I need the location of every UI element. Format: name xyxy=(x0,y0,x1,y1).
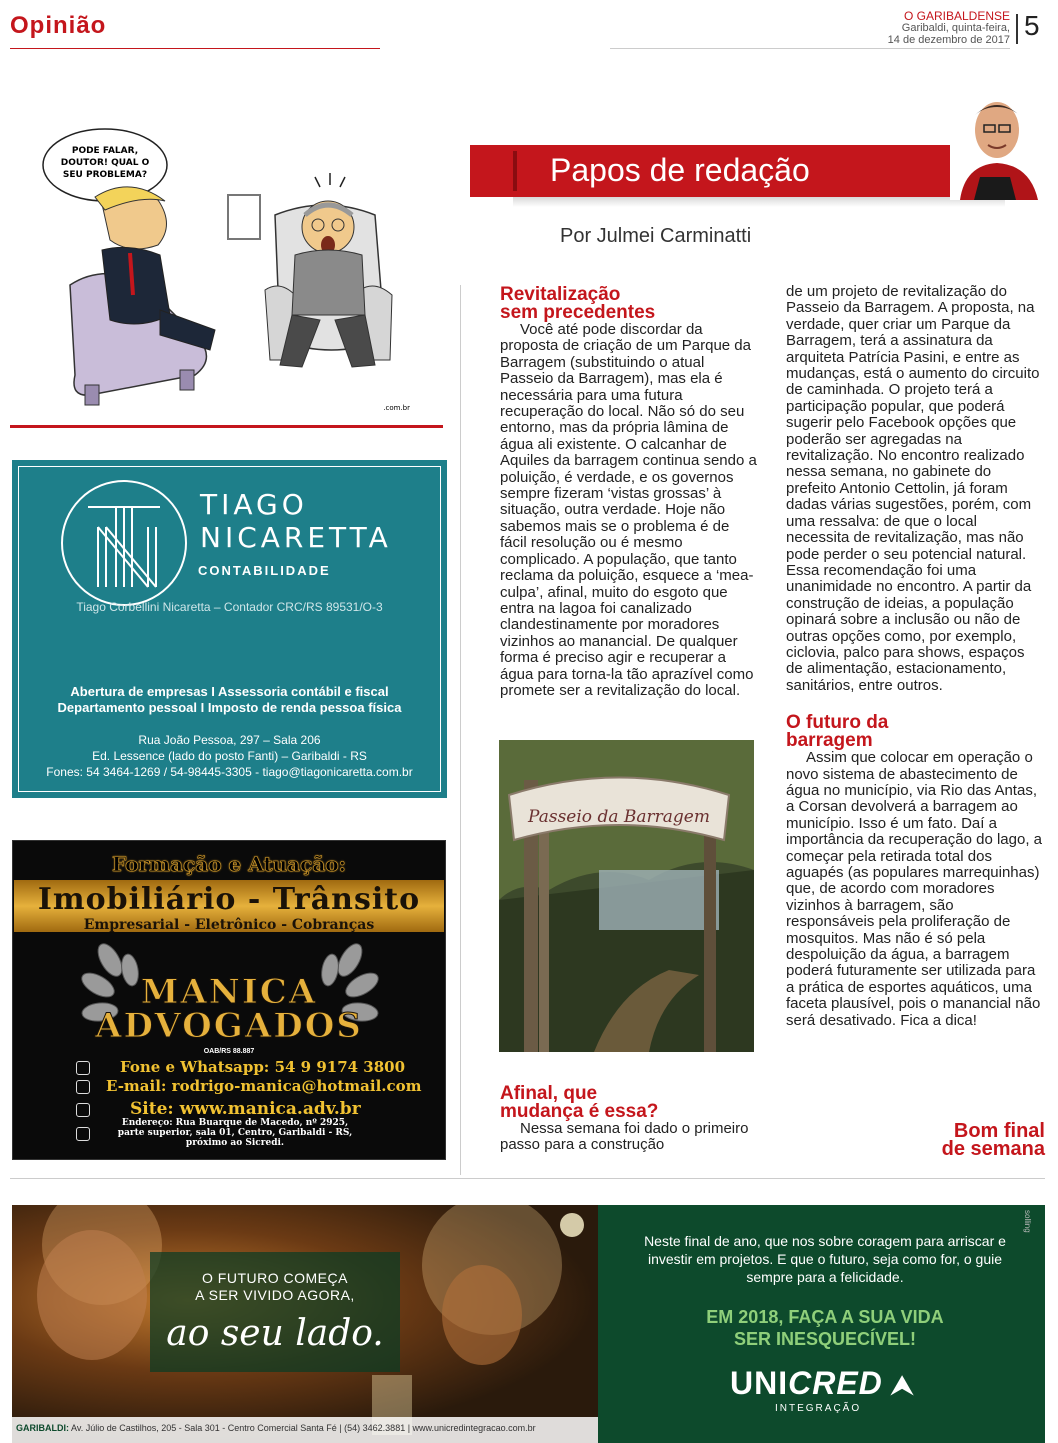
ad-unicred-footer-text: GARIBALDI: Av. Júlio de Castilhos, 205 - Sala 301 - Centro Comercial Santa Fé | (54) 3462.3881 | www.unicredintegracao.com.br xyxy=(16,1423,536,1433)
email-icon xyxy=(76,1080,90,1094)
ad-unicred-slogan: O FUTURO COMEÇA A SER VIVIDO AGORA, xyxy=(195,1270,355,1303)
banner-shadow xyxy=(513,197,1005,207)
ad-unicred-text: Neste final de ano, que nos sobre coragem para arriscar e investir em projetos. E que o futuro, seja como for, o guie sempre para a felicidade. xyxy=(644,1233,1006,1285)
ad-manica-firm-1: MANICA xyxy=(140,972,318,1012)
ad-unicred-headline: EM 2018, FAÇA A SUA VIDA SER INESQUECÍVEL! xyxy=(706,1307,944,1349)
ad-tiago-name-2: NICARETTA xyxy=(200,521,392,554)
column-divider xyxy=(460,285,461,1175)
date-line-1: Garibaldi, quinta-feira, xyxy=(901,22,1010,34)
ad-manica-line-2: Imobiliário - Trânsito xyxy=(37,882,421,917)
section-text-afinal: Nessa semana foi dado o primeiro passo para a construção xyxy=(500,1120,749,1154)
tn-monogram-logo xyxy=(58,477,190,609)
date-line-2: 14 de dezembro de 2017 xyxy=(887,34,1010,46)
unicred-arrow-icon: ⮝ xyxy=(882,1370,915,1400)
editorial-cartoon xyxy=(30,115,430,420)
cartoon-rule xyxy=(10,425,443,428)
paper-info xyxy=(888,10,1010,46)
header-rule xyxy=(10,48,380,49)
site-icon xyxy=(76,1103,90,1117)
ad-tiago-subtitle: CONTABILIDADE xyxy=(198,563,331,578)
section-heading-revitalizacao: Revitalização sem precedentes xyxy=(500,284,656,323)
ad-manica-firm-2: ADVOGADOS xyxy=(95,1006,363,1046)
article-column-2 xyxy=(786,284,1044,1029)
ad-tiago-services: Abertura de empresas I Assessoria contábil e fiscal Departamento pessoal I Imposto de renda pessoa física xyxy=(57,684,402,715)
column-title: Papos de redação xyxy=(550,152,810,188)
column-author: Por Julmei Carminatti xyxy=(560,225,752,247)
section-title: Opinião xyxy=(10,12,107,39)
speech-line-1: PODE FALAR, xyxy=(71,146,139,156)
ad-manica-site: Site: www.manica.adv.br xyxy=(130,1099,361,1119)
unicred-logo: UNICRED ⮝ xyxy=(730,1365,915,1401)
location-icon xyxy=(76,1127,90,1141)
barragem-photo xyxy=(499,740,754,1052)
section-heading-futuro: O futuro da barragem xyxy=(786,712,889,752)
section-text-futuro: Assim que colocar em operação o novo sistema de abastecimento de água no município, via Rio das Antas, a Corsan devolverá a barragem ao município. Isso é um fato. Daí a importância da recuperação do lago, a começar pela retirada total dos aguapés (as populares marrequinhas) que, de acordo com moradores vizinhos à barragem, são responsáveis pela proliferação de mosquitos. Mas não é só pela despoluição da água, a barragem poderá futuramente ser utilizada para a prática de esportes aquáticos, uma faceta plausível, pois o manancial não será desativado. Fica a dica! xyxy=(786,749,1042,1029)
ad-tiago-address: Rua João Pessoa, 297 – Sala 206 Ed. Lessence (lado do posto Fanti) – Garibaldi - RS Fones: 54 3464-1269 / 54-98445-3305 - tiago@tiagonicaretta.com.br xyxy=(46,733,413,779)
closing-line: Bom final de semana xyxy=(941,1120,1045,1160)
ad-agency-signature: solling xyxy=(1023,1210,1032,1233)
author-photo xyxy=(950,85,1045,200)
whatsapp-icon xyxy=(76,1061,90,1075)
speech-line-3: SEU PROBLEMA? xyxy=(62,170,148,180)
unicred-logo-sub: INTEGRAÇÃO xyxy=(775,1403,862,1414)
paper-name: O GARIBALDENSE xyxy=(903,9,1010,23)
page-separator xyxy=(1016,14,1018,44)
ad-unicred-script: ao seu lado. xyxy=(166,1313,384,1354)
ad-tiago-name-1: TIAGO xyxy=(200,488,308,521)
ad-manica-email: E-mail: rodrigo-manica@hotmail.com xyxy=(106,1077,422,1095)
ad-manica-phone: Fone e Whatsapp: 54 9 9174 3800 xyxy=(120,1058,406,1076)
cartoon-signature: .com.br xyxy=(383,404,410,412)
article-column-1-bottom xyxy=(500,1085,758,1154)
header-rule-right xyxy=(610,48,1010,49)
bottom-rule xyxy=(10,1178,1045,1179)
ad-manica-line-1: Formação e Atuação: xyxy=(112,852,346,876)
ad-tiago-contador: Tiago Corbellini Nicaretta – Contador CRC/RS 89531/O-3 xyxy=(76,600,383,614)
section-text-continuation: de um projeto de revitalização do Passeio da Barragem. A proposta, na verdade, quer criar um Parque da Barragem, terá a assinatura da arquiteta Patrícia Pasini, e entre as mudanças, está o aumento do circuito de caminhada. O projeto terá a participação popular, que poderá sugerir pelo Facebook opções que poderão ser agregadas na revitalização. No encontro realizado nessa semana, no gabinete do prefeito Antonio Cettolin, já foram dadas várias sugestões, porém, com uma ressalva: de que o local necessita de revitalização, mas não pode perder o seu potencial natural. Essa recomendação foi uma unanimidade no encontro. A partir da construção de ideias, a população opinará sobre a inclusão ou não de outras opções como, por exemplo, ciclovia, palco para shows, espaços de alimentação, estacionamento, sanitários, entre outros. xyxy=(786,283,1040,694)
ad-manica-oab: OAB/RS 88.887 xyxy=(203,1048,255,1055)
photo-sign: Passeio da Barragem xyxy=(528,807,710,827)
ad-manica-address: Endereço: Rua Buarque de Macedo, nº 2925, parte superior, sala 01, Centro, Garibaldi - RS, próximo ao Sicredi. xyxy=(117,1118,353,1148)
page-number: 5 xyxy=(1024,10,1040,41)
section-heading-afinal: Afinal, que mudança é essa? xyxy=(500,1083,659,1122)
article-column-1 xyxy=(500,286,758,699)
speech-line-2: DOUTOR! QUAL O xyxy=(60,158,150,168)
section-text-revitalizacao: Você até pode discordar da proposta de criação de um Parque da Barragem (substituindo o atual Passeio da Barragem), mas ela é necessária para uma futura recuperação do local. Não só do seu entorno, mas da própria lâmina de água ali existente. O calcanhar de Aquiles da barragem continua sendo a poluição, é verdade, e os governos sempre fizeram ‘vistas grossas’ à situação, outra verdade. Hoje não sabemos mais se o problema é de fácil resolução ou é mesmo complicado. A população, que tanto reclama da poluição, esquece a ‘mea-culpa’, afinal, muito do esgoto que entra na lagoa foi canalizado clandestinamente por moradores vizinhos ao manancial. De qualquer forma é preciso agir e recuperar a água para torna-la tão aprazível como promete ser a revitalização do local. xyxy=(500,321,757,699)
ad-manica-line-3: Empresarial - Eletrônico - Cobranças xyxy=(83,917,375,933)
